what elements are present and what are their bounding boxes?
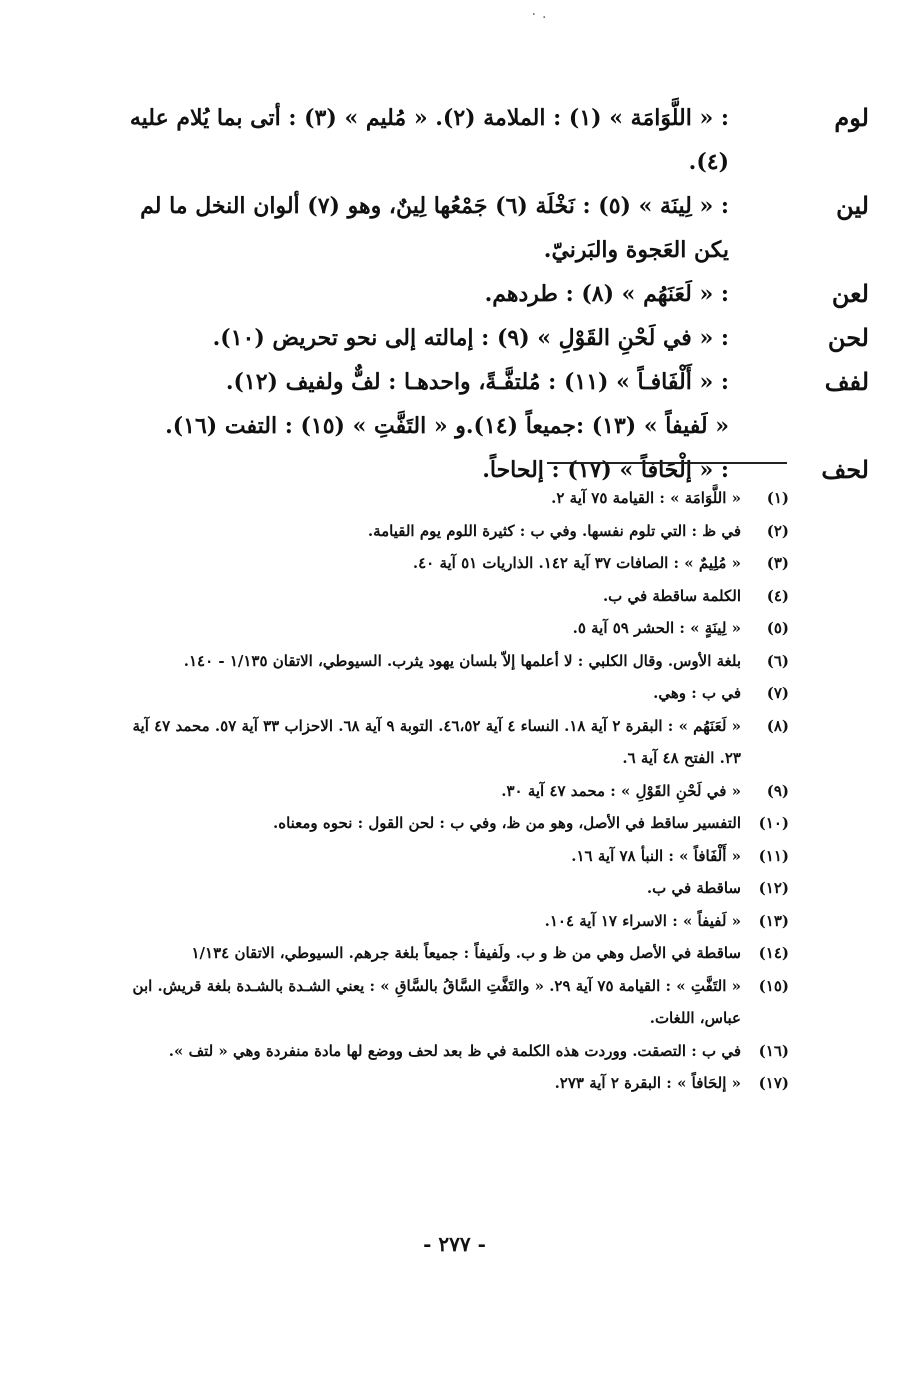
entry-root: لوم xyxy=(834,103,869,132)
entry-root: لين xyxy=(836,191,869,220)
entry-definition: : « لِينَة » (٥) : نَخْلَة (٦) جَمْعُها لِينٌ، وهو (٧) ألوان النخل ما لم xyxy=(140,193,729,219)
footnote-text: في ظ : التي تلوم نفسها. وفي ب : كثيرة اللوم يوم القيامة. xyxy=(367,521,741,540)
footnote-number: (١) xyxy=(766,489,789,507)
footnote xyxy=(109,872,789,905)
footnote xyxy=(109,515,789,548)
footnote-number: (١٤) xyxy=(758,944,789,962)
entry-definition: : « أَلْفَافـاً » (١١) : مُلتفَّـةً، واحدهـا : لفٌّ ولفيف (١٢). xyxy=(225,369,729,395)
footnote xyxy=(109,970,789,1035)
entry-len xyxy=(119,272,869,316)
footnote-text: الكلمة ساقطة في ب. xyxy=(602,586,741,605)
footnote xyxy=(109,905,789,938)
entry-lwm xyxy=(119,96,869,184)
footnote-number: (١٠) xyxy=(758,814,789,832)
footnote-number: (٩) xyxy=(766,781,789,800)
top-mark: ٠ . xyxy=(530,6,547,22)
footnote-number: (٢) xyxy=(766,521,789,540)
footnote-number: (١٧) xyxy=(758,1074,789,1092)
footnote-text: « مُلِيمٌ » : الصافات ٣٧ آية ١٤٢. الذاريات ٥١ آية ٤٠. xyxy=(412,554,741,572)
footnotes xyxy=(109,482,789,1100)
footnote-text: التفسير ساقط في الأصل، وهو من ظ، وفي ب : لحن القول : نحوه ومعناه. xyxy=(272,814,741,832)
footnote-number: (٣) xyxy=(766,554,789,572)
footnote xyxy=(109,612,789,645)
entry-definition: : « في لَحْنِ القَوْلِ » (٩) : إمالته إلى نحو تحريض (١٠). xyxy=(212,325,729,351)
footnote xyxy=(109,547,789,580)
footnote xyxy=(109,775,789,808)
footnote-number: (٤) xyxy=(766,586,789,605)
footnote-text: « لَفيفاً » : الاسراء ١٧ آية ١٠٤. xyxy=(544,911,741,930)
footnote-number: (١٢) xyxy=(758,879,789,897)
entry-lhn xyxy=(119,316,869,360)
footnote xyxy=(109,807,789,840)
dictionary-entries xyxy=(119,96,869,492)
footnote-text: ساقطة في ب. xyxy=(646,879,741,897)
footnote xyxy=(109,1067,789,1100)
footnote-text: « التَفَّتِ » : القيامة ٧٥ آية ٢٩. « والتَفَّتِ السَّاقُ بالسَّاقِ » : يعني الشـدة بالشـدة بلغة قريش. ابن عباس، اللغات. xyxy=(132,976,741,1027)
footnote xyxy=(109,580,789,613)
footnote xyxy=(109,1035,789,1068)
entry-root: لفف xyxy=(824,367,869,396)
footnote xyxy=(109,645,789,678)
footnote-number: (١٥) xyxy=(758,976,789,995)
footnote xyxy=(109,482,789,515)
entry-continuation: « لَفيفاً » (١٣) :جميعاً (١٤).و « التَفَّتِ » (١٥) : التفت (١٦). xyxy=(165,413,729,439)
footnote-text: بلغة الأوس. وقال الكلبي : لا أعلمها إلاّ بلسان يهود يثرب. السيوطي، الاتقان ١/١٣٥ - ١٤٠. xyxy=(183,651,741,670)
footnote-number: (١٦) xyxy=(758,1041,789,1060)
footnote-number: (٧) xyxy=(766,684,789,702)
footnote xyxy=(109,840,789,873)
footnote-text: « اللَّوَامَة » : القيامة ٧٥ آية ٢. xyxy=(551,489,741,507)
entry-definition: : « إلْحَافاً » (١٧) : إلحاحاً. xyxy=(482,457,729,483)
entry-root: لحف xyxy=(821,455,869,484)
entry-lff xyxy=(119,360,869,448)
entry-root: لعن xyxy=(831,279,869,308)
footnote-number: (٥) xyxy=(766,619,789,637)
footnote-text: في ب : وهي. xyxy=(653,684,741,702)
footnote-text: في ب : التصقت. ووردت هذه الكلمة في ظ بعد لحف ووضع لها مادة منفردة وهي « لتف ». xyxy=(168,1041,741,1060)
footnote-text: ساقطة في الأصل وهي من ظ و ب. ولَفيفاً : جميعاً بلغة جرهم. السيوطي، الاتقان ١/١٣٤ xyxy=(191,944,741,962)
entry-lyn xyxy=(119,184,869,272)
page-number: - ٢٧٧ - xyxy=(423,1232,486,1256)
footnote-number: (١٣) xyxy=(758,911,789,930)
footnote-number: (٨) xyxy=(766,716,789,735)
footnote-text: « إلحَافاً » : البقرة ٢ آية ٢٧٣. xyxy=(554,1074,741,1092)
footnote-number: (١١) xyxy=(758,846,789,865)
entry-root: لحن xyxy=(827,323,869,352)
footnote xyxy=(109,710,789,775)
footnote-text: « في لَحْنِ القَوْلِ » : محمد ٤٧ آية ٣٠. xyxy=(501,781,741,800)
footnote-text: « لَعَنَهُم » : البقرة ٢ آية ١٨. النساء ٤ آية ٤٦،٥٢. التوبة ٩ آية ٦٨. الاحزاب ٣٣ آية ٥٧. محمد ٤٧ آية ٢٣. الفتح ٤٨ آية ٦. xyxy=(132,716,741,767)
footnote-text: « أَلْفَافاً » : النبأ ٧٨ آية ١٦. xyxy=(571,846,741,865)
entry-continuation: يكن العَجوة والبَرنيّ. xyxy=(543,237,729,263)
footnote-text: « لِينَةٍ » : الحشر ٥٩ آية ٥. xyxy=(572,619,741,637)
footnote-divider xyxy=(547,462,787,464)
footnote-number: (٦) xyxy=(766,651,789,670)
entry-definition: : « اللَّوَامَة » (١) : الملامة (٢). « مُليم » (٣) : أتى بما يُلام عليه (٤). xyxy=(129,105,729,175)
footnote xyxy=(109,937,789,970)
footnote xyxy=(109,677,789,710)
entry-definition: : « لَعَنَهُم » (٨) : طردهم. xyxy=(484,281,729,307)
